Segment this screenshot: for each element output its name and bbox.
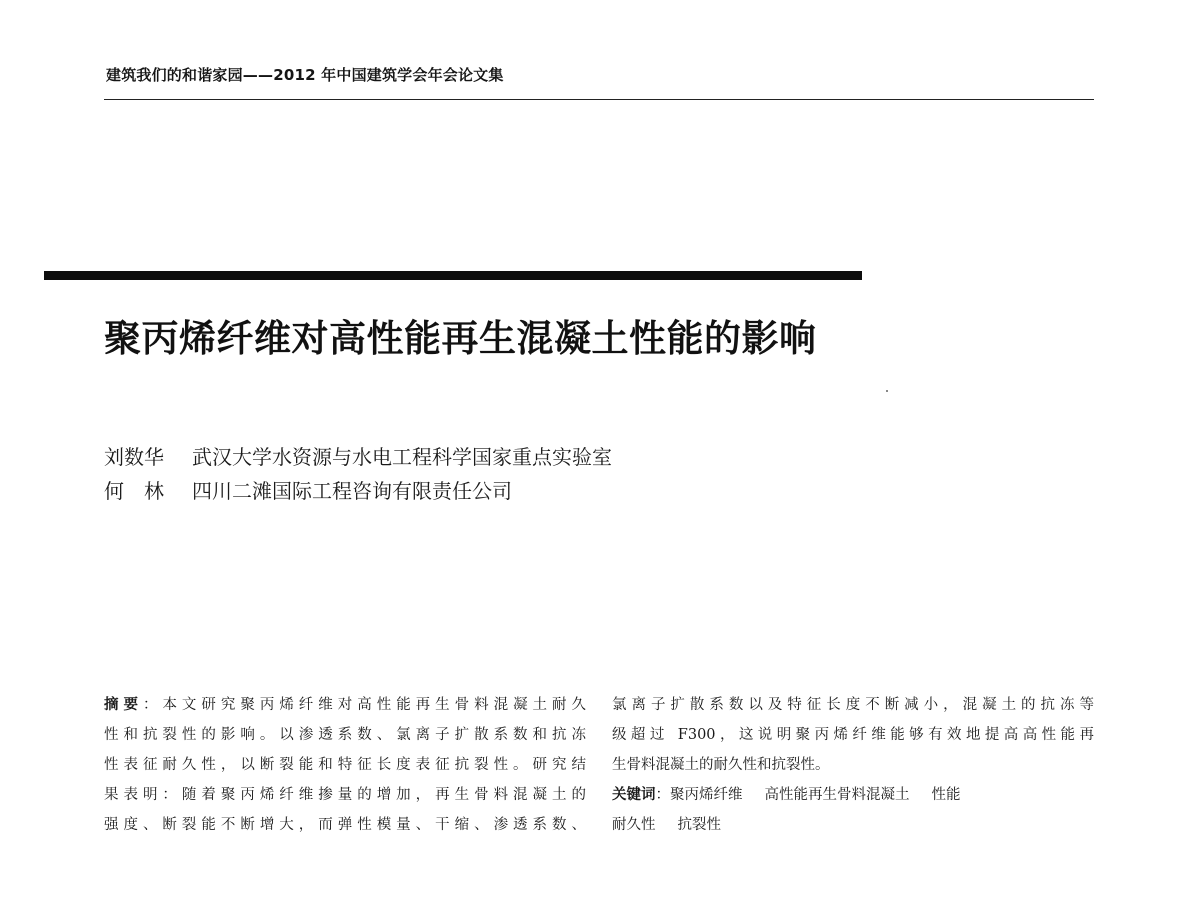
author-name: 刘数华 <box>104 444 164 469</box>
header-rule <box>104 99 1094 100</box>
author-row <box>104 472 612 506</box>
abstract-left-column <box>104 690 586 840</box>
abstract-line: 果表明：随着聚丙烯纤维掺量的增加，再生骨料混凝土的 <box>104 787 586 803</box>
keyword: 抗裂性 <box>677 817 721 833</box>
abstract-separator: ： <box>142 697 163 713</box>
abstract-line: 氯离子扩散系数以及特征长度不断减小，混凝土的抗冻等 <box>612 697 1094 713</box>
keywords-line <box>612 810 1094 840</box>
author-list <box>104 438 612 506</box>
title-bar <box>44 271 862 280</box>
abstract-right-column <box>612 690 1094 840</box>
abstract-line: 级超过 F300，这说明聚丙烯纤维能够有效地提高高性能再 <box>612 727 1094 743</box>
abstract-line <box>104 690 586 720</box>
abstract-line: 生骨料混凝土的耐久性和抗裂性。 <box>612 757 830 773</box>
paper-title: 聚丙烯纤维对高性能再生混凝土性能的影响 <box>104 317 817 360</box>
abstract-section <box>104 690 1094 840</box>
author-affiliation: 武汉大学水资源与水电工程科学国家重点实验室 <box>192 444 612 469</box>
keywords-label: 关键词 <box>612 787 656 803</box>
keyword: 高性能再生骨料混凝土 <box>764 787 910 803</box>
author-name: 何 林 <box>104 478 164 503</box>
author-affiliation: 四川二滩国际工程咨询有限责任公司 <box>192 478 512 503</box>
abstract-line: 性表征耐久性，以断裂能和特征长度表征抗裂性。研究结 <box>104 757 586 773</box>
keyword: 聚丙烯纤维 <box>670 787 743 803</box>
abstract-text: 本文研究聚丙烯纤维对高性能再生骨料混凝土耐久 <box>162 697 587 713</box>
scan-speck <box>886 390 888 392</box>
abstract-line: 性和抗裂性的影响。以渗透系数、氯离子扩散系数和抗冻 <box>104 727 586 743</box>
keyword: 耐久性 <box>612 817 656 833</box>
author-row <box>104 438 612 472</box>
keyword: 性能 <box>931 787 961 803</box>
keywords-line <box>612 780 1094 810</box>
abstract-label: 摘要 <box>104 697 143 713</box>
running-header: 建筑我们的和谐家园——2012 年中国建筑学会年会论文集 <box>106 66 504 84</box>
abstract-line: 强度、断裂能不断增大，而弹性模量、干缩、渗透系数、 <box>104 817 586 833</box>
keywords-separator: ： <box>655 787 670 803</box>
